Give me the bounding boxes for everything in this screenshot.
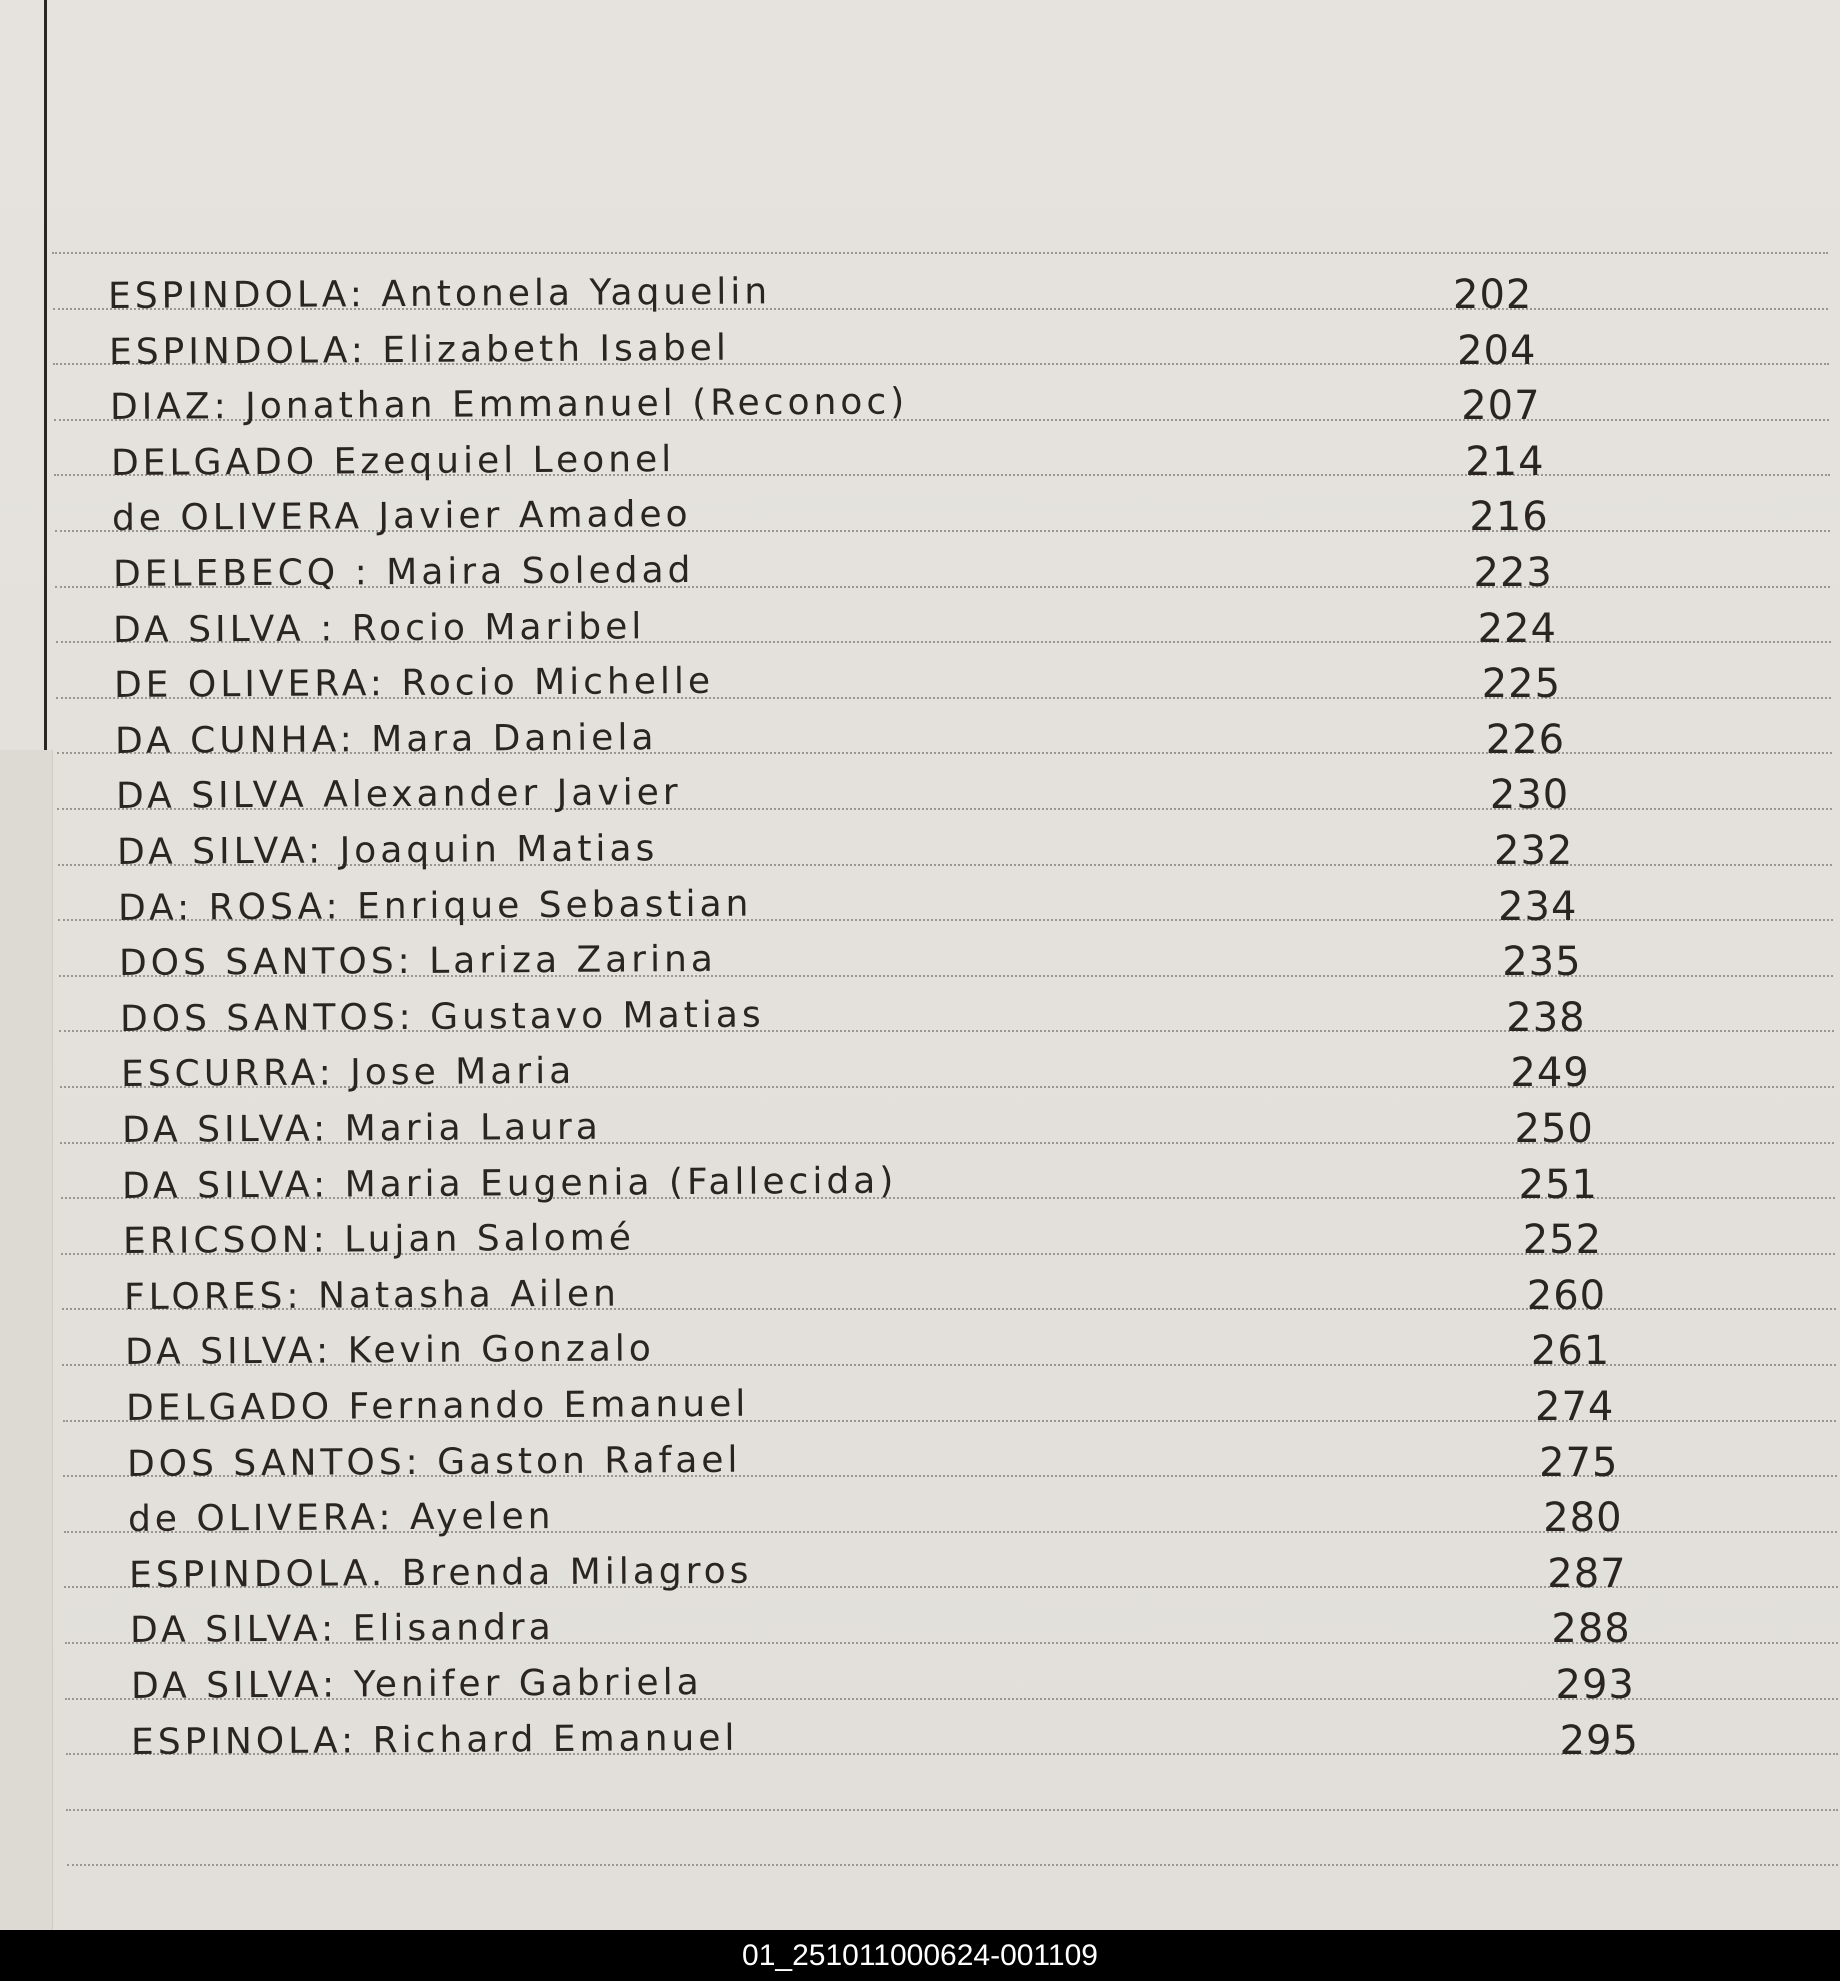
- entry-number: 216: [1469, 494, 1549, 541]
- list-item: [120, 1050, 1821, 1110]
- entry-name: DA SILVA: Maria Laura: [121, 1106, 602, 1151]
- entry-number: 214: [1465, 438, 1545, 485]
- entry-number: 235: [1502, 939, 1582, 986]
- entry-name: ERICSON: Lujan Salomé: [123, 1217, 636, 1263]
- list-item: [121, 1106, 1822, 1166]
- entry-number: 293: [1555, 1662, 1635, 1708]
- entry-number: 280: [1543, 1495, 1623, 1542]
- entry-number: 232: [1494, 828, 1574, 874]
- entry-number: 250: [1514, 1106, 1594, 1152]
- entry-name: DA SILVA : Rocio Maribel: [113, 605, 646, 651]
- list-item: [115, 772, 1816, 832]
- entry-name: ESPINDOLA. Brenda Milagros: [128, 1550, 753, 1596]
- entry-number: 238: [1506, 994, 1586, 1041]
- entry-name: DOS SANTOS: Lariza Zarina: [118, 939, 717, 985]
- entry-number: 226: [1485, 716, 1566, 763]
- list-item: [110, 438, 1811, 499]
- entry-number: 261: [1530, 1328, 1611, 1375]
- entry-number: 207: [1461, 383, 1541, 430]
- entry-name: DA CUNHA: Mara Daniela: [115, 717, 658, 762]
- list-item: [125, 1383, 1826, 1444]
- entry-name: ESPINOLA: Richard Emanuel: [131, 1717, 739, 1763]
- entry-name: DA SILVA: Kevin Gonzalo: [124, 1328, 656, 1374]
- entry-name: DOS SANTOS: Gaston Rafael: [126, 1439, 742, 1485]
- entry-number: 224: [1477, 605, 1557, 652]
- entry-number: 204: [1457, 327, 1537, 374]
- entry-name: DIAZ: Jonathan Emmanuel (Reconoc): [109, 381, 909, 429]
- entry-number: 295: [1559, 1717, 1639, 1764]
- entry-name: DELGADO Ezequiel Leonel: [110, 438, 675, 484]
- list-item: [130, 1662, 1831, 1722]
- list-item: [107, 271, 1808, 332]
- list-item: [117, 883, 1818, 944]
- list-item: [109, 381, 1810, 443]
- list-item: [131, 1717, 1831, 1778]
- entry-name: DELEBECQ : Maira Soledad: [112, 549, 695, 595]
- entry-name: de OLIVERA: Ayelen: [127, 1496, 555, 1541]
- list-item: [108, 327, 1809, 388]
- entry-name: ESCURRA: Jose Maria: [120, 1051, 575, 1096]
- list-item: [116, 828, 1817, 888]
- entry-name: DA SILVA: Maria Eugenia (Fallecida): [122, 1160, 898, 1207]
- entry-number: 260: [1526, 1272, 1607, 1319]
- entry-number: 288: [1551, 1606, 1631, 1653]
- entry-name: DA SILVA: Elisandra: [129, 1607, 555, 1652]
- list-item: [124, 1328, 1825, 1388]
- list-item: [114, 660, 1814, 721]
- entry-number: 225: [1481, 661, 1562, 708]
- entry-name: DA SILVA: Joaquin Matias: [116, 828, 659, 873]
- list-item: [122, 1160, 1822, 1222]
- list-item: [124, 1272, 1824, 1333]
- list-item: [118, 939, 1819, 999]
- entry-name: ESPINDOLA: Elizabeth Isabel: [108, 327, 730, 373]
- entry-name: DE OLIVERA: Rocio Michelle: [114, 660, 715, 707]
- entry-name: DOS SANTOS: Gustavo Matias: [119, 994, 765, 1040]
- entry-name: de OLIVERA Javier Amadeo: [111, 494, 692, 540]
- entry-number: 249: [1510, 1050, 1590, 1097]
- image-caption-bar: [0, 1930, 1840, 1981]
- entry-number: 275: [1539, 1439, 1619, 1486]
- entry-name: DA SILVA: Yenifer Gabriela: [130, 1662, 703, 1707]
- entry-number: 274: [1535, 1384, 1615, 1430]
- list-item: [113, 605, 1813, 666]
- entry-number: 230: [1489, 772, 1570, 819]
- image-caption: 01_251011000624-001109: [742, 1938, 1098, 1972]
- list-item: [127, 1495, 1828, 1555]
- entry-number: 252: [1522, 1217, 1603, 1264]
- list-item: [119, 994, 1820, 1055]
- entry-number: 287: [1547, 1550, 1627, 1597]
- entry-number: 202: [1453, 272, 1533, 318]
- entry-name: DA: ROSA: Enrique Sebastian: [117, 883, 753, 929]
- entry-name: FLORES: Natasha Ailen: [124, 1273, 621, 1318]
- list-item: [111, 494, 1812, 554]
- entry-number: 223: [1473, 550, 1553, 596]
- entry-name: DELGADO Fernando Emanuel: [125, 1383, 750, 1429]
- list-item: [123, 1217, 1823, 1277]
- list-item: [112, 549, 1813, 610]
- list-item: [129, 1606, 1830, 1666]
- entry-name: ESPINDOLA: Antonela Yaquelin: [107, 271, 772, 317]
- list-item: [126, 1439, 1827, 1500]
- entry-number: 251: [1518, 1161, 1598, 1208]
- entry-number: 234: [1498, 883, 1578, 930]
- list-item: [128, 1550, 1829, 1611]
- entry-name: DA SILVA Alexander Javier: [115, 772, 682, 818]
- list-item: [115, 716, 1815, 777]
